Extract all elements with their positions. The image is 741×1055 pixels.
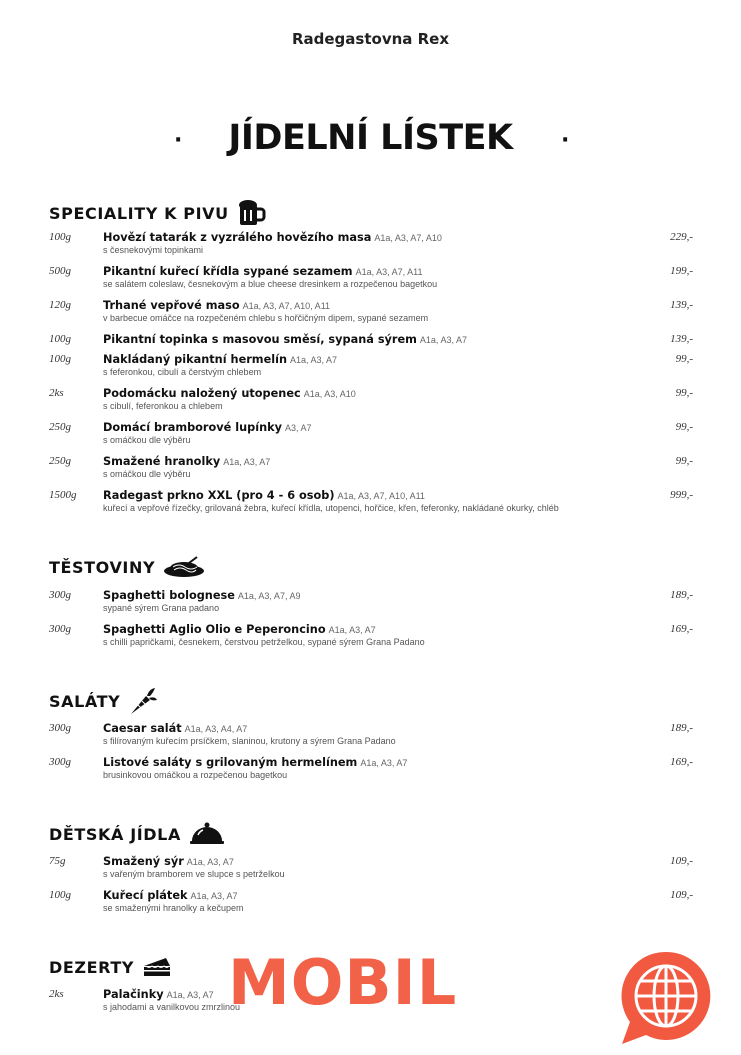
item-allergens: A1a, A3, A7 — [419, 335, 467, 345]
item-weight: 100g — [49, 333, 71, 345]
menu-item — [0, 230, 741, 260]
item-price: 99,- — [675, 455, 693, 467]
item-allergens: A1a, A3, A7 — [223, 457, 271, 467]
item-description: s omáčkou dle výběru — [103, 435, 191, 445]
item-weight: 2ks — [49, 988, 64, 1000]
beer-mug-icon — [237, 199, 267, 227]
item-weight: 300g — [49, 722, 71, 734]
pasta-plate-icon — [163, 556, 205, 578]
page-title: JÍDELNÍ LÍSTEK — [228, 118, 513, 158]
item-name: Smažené hranolky — [103, 455, 221, 468]
item-price: 169,- — [670, 623, 693, 635]
item-allergens: A1a, A3, A7 — [360, 758, 408, 768]
menu-item — [0, 854, 741, 884]
item-name: Nakládaný pikantní hermelín — [103, 353, 288, 366]
menu-item — [0, 298, 741, 328]
section-title-label: DEZERTY — [49, 957, 135, 977]
item-description: s omáčkou dle výběru — [103, 469, 191, 479]
item-allergens: A1a, A3, A7, A10, A11 — [242, 301, 331, 311]
item-weight: 500g — [49, 265, 71, 277]
item-weight: 300g — [49, 756, 71, 768]
item-name: Domácí bramborové lupínky — [103, 421, 283, 434]
item-description: s česnekovými topinkami — [103, 245, 204, 255]
menu-item — [0, 352, 741, 382]
item-allergens: A1a, A3, A10 — [303, 389, 356, 399]
menu-item — [0, 721, 741, 751]
item-weight: 120g — [49, 299, 71, 311]
item-weight: 2ks — [49, 387, 64, 399]
item-allergens: A3, A7 — [285, 423, 312, 433]
section-title-label: DĚTSKÁ JÍDLA — [49, 824, 181, 844]
item-description: se smaženými hranolky a kečupem — [103, 903, 244, 913]
item-price: 109,- — [670, 889, 693, 901]
menu-item — [0, 488, 741, 518]
item-description: s jahodami a vanilkovou zmrzlinou — [103, 1002, 241, 1012]
item-name: Spaghetti Aglio Olio e Peperoncino — [103, 623, 326, 636]
item-description: sypané sýrem Grana padano — [103, 603, 220, 613]
section-title-dezerty — [49, 956, 172, 978]
item-weight: 100g — [49, 353, 71, 365]
item-description: s feferonkou, cibulí a čerstvým chlebem — [103, 367, 262, 377]
section-title-salaty — [49, 686, 158, 716]
item-description: se salátem coleslaw, česnekovým a blue cheese dresinkem a rozpečenou bagetkou — [103, 279, 438, 289]
item-weight: 100g — [49, 889, 71, 901]
item-name: Kuřecí plátek — [103, 889, 188, 902]
item-name: Radegast prkno XXL (pro 4 - 6 osob) — [103, 489, 335, 502]
item-allergens: A1a, A3, A7 — [328, 625, 376, 635]
item-weight: 100g — [49, 231, 71, 243]
item-name: Palačinky — [103, 988, 164, 1001]
menu-item — [0, 622, 741, 652]
menu-item — [0, 888, 741, 918]
item-name: Listové saláty s grilovaným hermelínem — [103, 756, 358, 769]
item-price: 109,- — [670, 855, 693, 867]
restaurant-name: Radegastovna Rex — [291, 30, 450, 48]
item-price: 199,- — [670, 265, 693, 277]
item-price: 169,- — [670, 756, 693, 768]
section-title-speciality — [49, 199, 267, 227]
item-allergens: A1a, A3, A7 — [186, 857, 234, 867]
item-price: 99,- — [675, 353, 693, 365]
item-price: 229,- — [670, 231, 693, 243]
item-allergens: A1a, A3, A7 — [190, 891, 238, 901]
item-name: Pikantní topinka s masovou směsí, sypaná sýrem — [103, 333, 417, 346]
item-name: Podomácku naložený utopenec — [103, 387, 301, 400]
menu-item — [0, 588, 741, 618]
item-description: s filírovaným kuřecím prsíčkem, slaninou, krutony a sýrem Grana Padano — [103, 736, 396, 746]
item-weight: 75g — [49, 855, 66, 867]
item-allergens: A1a, A3, A7, A10, A11 — [337, 491, 425, 501]
menu-item — [0, 454, 741, 484]
item-name: Pikantní kuřecí křídla sypané sezamem — [103, 265, 353, 278]
carrot-icon — [128, 686, 158, 716]
cloche-icon — [189, 822, 225, 846]
item-description: kuřecí a vepřové řízečky, grilovaná žebra, kuřecí křídla, utopenci, hořčice, křen, feferonky, nakládané okurky, chléb — [103, 503, 559, 513]
item-name: Spaghetti bolognese — [103, 589, 235, 602]
item-name: Trhané vepřové maso — [103, 299, 240, 312]
globe-chat-icon — [612, 948, 722, 1053]
item-allergens: A1a, A3, A7 — [290, 355, 338, 365]
item-description: s cibulí, feferonkou a chlebem — [103, 401, 223, 411]
item-price: 139,- — [670, 333, 693, 345]
section-title-label: TĚSTOVINY — [49, 557, 156, 577]
mobil-watermark-logo: MOBIL — [228, 946, 458, 1019]
item-weight: 300g — [49, 623, 71, 635]
item-description: v barbecue omáčce na rozpečeném chlebu s hořčičným dipem, sypané sezamem — [103, 313, 429, 323]
item-price: 999,- — [670, 489, 693, 501]
item-price: 189,- — [670, 589, 693, 601]
menu-item — [0, 755, 741, 785]
item-allergens: A1a, A3, A7, A10 — [374, 233, 442, 243]
item-description: brusinkovou omáčkou a rozpečenou bagetkou — [103, 770, 288, 780]
item-description: s vařeným bramborem ve slupce s petrželkou — [103, 869, 285, 879]
title-dot-right: · — [561, 128, 570, 153]
cake-slice-icon — [142, 956, 172, 978]
section-title-label: SPECIALITY K PIVU — [49, 203, 229, 223]
title-dot-left: · — [174, 128, 183, 153]
section-title-label: SALÁTY — [49, 691, 121, 711]
item-allergens: A1a, A3, A7, A11 — [355, 267, 423, 277]
item-weight: 300g — [49, 589, 71, 601]
item-price: 189,- — [670, 722, 693, 734]
item-weight: 1500g — [49, 489, 77, 501]
item-description: s chilli papričkami, česnekem, čerstvou petrželkou, sypané sýrem Grana Padano — [103, 637, 425, 647]
menu-item — [0, 420, 741, 450]
item-price: 99,- — [675, 387, 693, 399]
item-name: Smažený sýr — [103, 855, 184, 868]
menu-item — [0, 386, 741, 416]
item-price: 139,- — [670, 299, 693, 311]
item-name: Hovězí tatarák z vyzrálého hovězího masa — [103, 231, 372, 244]
section-title-detska-jidla — [49, 822, 225, 846]
menu-item — [0, 264, 741, 294]
section-title-testoviny — [49, 556, 205, 578]
item-allergens: A1a, A3, A7, A9 — [237, 591, 301, 601]
item-name: Caesar salát — [103, 722, 182, 735]
item-allergens: A1a, A3, A4, A7 — [184, 724, 248, 734]
item-allergens: A1a, A3, A7 — [166, 990, 214, 1000]
item-price: 99,- — [675, 421, 693, 433]
item-weight: 250g — [49, 455, 71, 467]
item-weight: 250g — [49, 421, 71, 433]
